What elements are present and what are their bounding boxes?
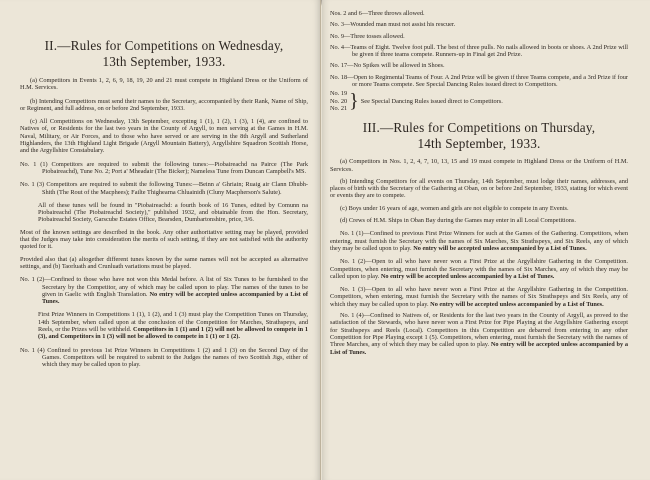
right-no-1-4-bold: No entry will be accepted unless accompanied by a List of Tunes. bbox=[330, 341, 629, 356]
left-para-a: (a) Competitors in Events 1, 2, 6, 9, 18, 19, 20 and 21 must compete in Highland Dress or the Uniform of H.M. Services. bbox=[20, 77, 308, 92]
left-first-prize-bold: Competitors in 1 (1) and 1 (2) will not be allowed to compete in 1 (3), and Competitors in 1 (3) will not be allowed to compete in 1 (1) or 1 (2). bbox=[38, 326, 308, 341]
right-no-1-2-text: No. 1 (2)—Open to all who have never won a First Prize at the Argyllshire Gathering in the Competition. Competitors, when entering, must furnish the Secretary with the names of Six Marches, any of which they may be called upon to play. bbox=[330, 258, 628, 280]
left-no-1-2 bbox=[20, 276, 308, 305]
left-title-line1: II.—Rules for Competitions on Wednesday, bbox=[44, 38, 284, 53]
right-dancing-note: See Special Dancing Rules issued direct to Competitors. bbox=[360, 97, 503, 105]
right-no-1-3-bold: No entry will be accepted unless accompanied by a List of Tunes. bbox=[430, 300, 604, 308]
right-no-1-3 bbox=[330, 286, 628, 308]
left-para-c: (c) All Competitions on Wednesday, 13th September, excepting 1 (1), 1 (2), 1 (3), 1 (4), are confined to Natives of, or Residents for the last two years in the County of Argyll, to men serving at the Games in H.M. Naval, Military, or Air Forces, and to those who have served or are serving in the 8th Argyll and Sutherland Highlanders, the 13th Highland Light Brigade (Argyll Mountain Battery), Argyllshire Squadron Scottish Horse, and the Argyllshire Constabulary. bbox=[20, 118, 308, 155]
left-no-1-2-text: No. 1 (2)—Confined to those who have not won this Medal before. A list of Six Tunes to be furnished to the Secretary by the Competitor, any of which may be called upon to play. The names of the tunes to be given in Gaelic with English Translation. bbox=[20, 276, 308, 298]
right-para-a: (a) Competitors in Nos. 1, 2, 4, 7, 10, 13, 15 and 19 must compete in Highland Dress or the Uniform of H.M. Services. bbox=[330, 158, 628, 173]
left-no-1-1: No. 1 (1) Competitors are required to submit the following tunes:—Piobaireachd na Pairce (The Park Piobaireachd), Tune No. 2; Port a' Mheadair (The Bicker); Nameless Tune from Duncan Campbell's MS. bbox=[20, 160, 308, 175]
right-para-d: (d) Crews of H.M. Ships in Oban Bay during the Games may enter in all Local Competitions. bbox=[340, 217, 576, 225]
left-settings: Most of the known settings are described in the book. Any other authoritative setting may be played, provided that the Judges may take into consideration the merits of such setting, if they are not satisfied with the authority quoted for it. bbox=[20, 228, 308, 251]
left-no-1-3: No. 1 (3) Competitors are required to submit the following Tunes:—Beinn a' Ghriain; Ruaig air Clann Dhubh-Shith (The Rout of the Macphees); Failte Thighearna Chluainidh (Cluny Macpherson's Salute). bbox=[20, 181, 308, 196]
right-page bbox=[322, 0, 650, 480]
left-page bbox=[0, 0, 321, 480]
right-para-b: (b) Intending Competitors for all events on Thursday, 14th September, must lodge their names, addresses, and places of birth with the Secretary of the Gathering at Oban, on or before 2nd September, 1933, stating for which event or events they are to compete. bbox=[330, 177, 628, 200]
left-para-b: (b) Intending Competitors must send their names to the Secretary, accompanied by their Rank, Name of Ship, or Regiment, and full address, on or before 2nd September, 1933. bbox=[20, 97, 308, 112]
right-no-1-2-bold: No entry will be accepted unless accompanied by a List of Tunes. bbox=[380, 272, 555, 280]
left-no-1-2-bold: No entry will be accepted unless accompanied by a List of Tunes. bbox=[42, 290, 308, 306]
right-title-line2: 14th September, 1933. bbox=[417, 136, 541, 152]
left-title-line2: 13th September, 1933. bbox=[102, 54, 226, 69]
right-dancing-group bbox=[330, 90, 628, 112]
right-no-17: No. 17—No Spikes will be allowed in Shoes. bbox=[330, 62, 445, 70]
left-first-prize-text: First Prize Winners in Competitions 1 (1), 1 (2), and 1 (3) must play the Competition Tunes on Thursday, 14th September, when called upon at the conclusion of the Competition for Marches, Strathspeys, and Reels, or the Prizes will be withheld. bbox=[38, 311, 308, 334]
left-tunes-book: All of these tunes will be found in "Piobaireachd: a fourth book of 16 Tunes, edited by Comunn na Piobaireachd (The Piobaireachd Society)," published 1932, and obtainable from the Hon. Secretary, Piobaireachd Society, Garscube Estates Office, Bearsden, Dumbartonshire, price, 3/6. bbox=[38, 201, 308, 224]
right-no-18: No. 18—Open to Regimental Teams of Four. A 2nd Prize will be given if three Teams compete, and a 3rd Prize if four or more Teams compete. See Special Dancing Rules issued direct to Competitors. bbox=[330, 73, 628, 89]
right-page-content bbox=[330, 0, 628, 356]
right-no-1-1-bold: No entry will be accepted unless accompanied by a List of Tunes. bbox=[413, 244, 587, 252]
right-item-wounded: No. 3—Wounded man must not assist his rescuer. bbox=[330, 21, 456, 29]
right-no-1-1 bbox=[330, 230, 628, 252]
right-no-20: No. 20 bbox=[330, 97, 348, 105]
left-page-content bbox=[20, 0, 308, 369]
left-provided: Provided also that (a) altogether different tunes known by the same names will not be accepted as alternative settings, and (b) Taorluath and Crunluath variations must be played. bbox=[20, 255, 308, 270]
brace-glyph: } bbox=[349, 90, 359, 113]
right-no-1-2 bbox=[330, 258, 628, 280]
right-no-4: No. 4—Teams of Eight. Twelve foot pull. The best of three pulls. No nails allowed in boots or shoes. A 2nd Prize will be given if three teams compete. Runners-up in Final get 2nd Prize. bbox=[330, 43, 628, 59]
right-item-throws: Nos. 2 and 6—Three throws allowed. bbox=[330, 10, 425, 17]
right-no-1-4-text: No. 1 (4)—Confined to Natives of, or Residents for the last two years in the County of Argyll, as proved to the satisfaction of the Stewards, who have never won a First Prize for Pipe Playing at the Argyllshire Gathering except for Strathspeys and Reels (Local). Competitors in this Competition are debarred from entering in any other Competition for Pipe Playing except 1 (5). Competitors, when entering, must furnish the Secretary with the names of Three Marches, any of which they may be called upon to play. bbox=[330, 312, 628, 349]
right-no-19: No. 19 bbox=[330, 90, 348, 98]
right-para-c: (c) Boys under 16 years of age, women and girls are not eligible to compete in any Events. bbox=[340, 204, 569, 212]
right-no-1-1-text: No. 1 (1)—Confined to previous First Prize Winners for such at the Games of the Gathering. Competitors, when entering, must furnish the Secretary with the names of Six Marches, Six Strathspeys, and Six Reels, any of which they may be called upon to play. bbox=[330, 230, 628, 252]
left-no-1-4: No. 1 (4) Confined to previous 1st Prize Winners in Competitions 1 (2) and 1 (3) on the Second Day of the Games. Competitors will be required to submit to the Judges the names of two Scottish Jigs, either of which they may be called upon to play. bbox=[20, 346, 308, 369]
right-item-tosses: No. 9—Three tosses allowed. bbox=[330, 32, 405, 40]
right-no-21: No. 21 bbox=[330, 104, 348, 112]
right-no-1-4 bbox=[330, 312, 628, 356]
right-no-1-3-text: No. 1 (3)—Open to all who have never won a First Prize at the Argyllshire Gathering in the Competition. Competitors, when entering, must furnish the Secretary with the names of Six Strathspeys and Six Reels, any of which they may be called upon to play. bbox=[330, 286, 628, 308]
right-brace-numbers bbox=[330, 90, 347, 112]
left-first-prize bbox=[20, 311, 308, 340]
right-title-line1: III.—Rules for Competitions on Thursday, bbox=[362, 120, 596, 136]
